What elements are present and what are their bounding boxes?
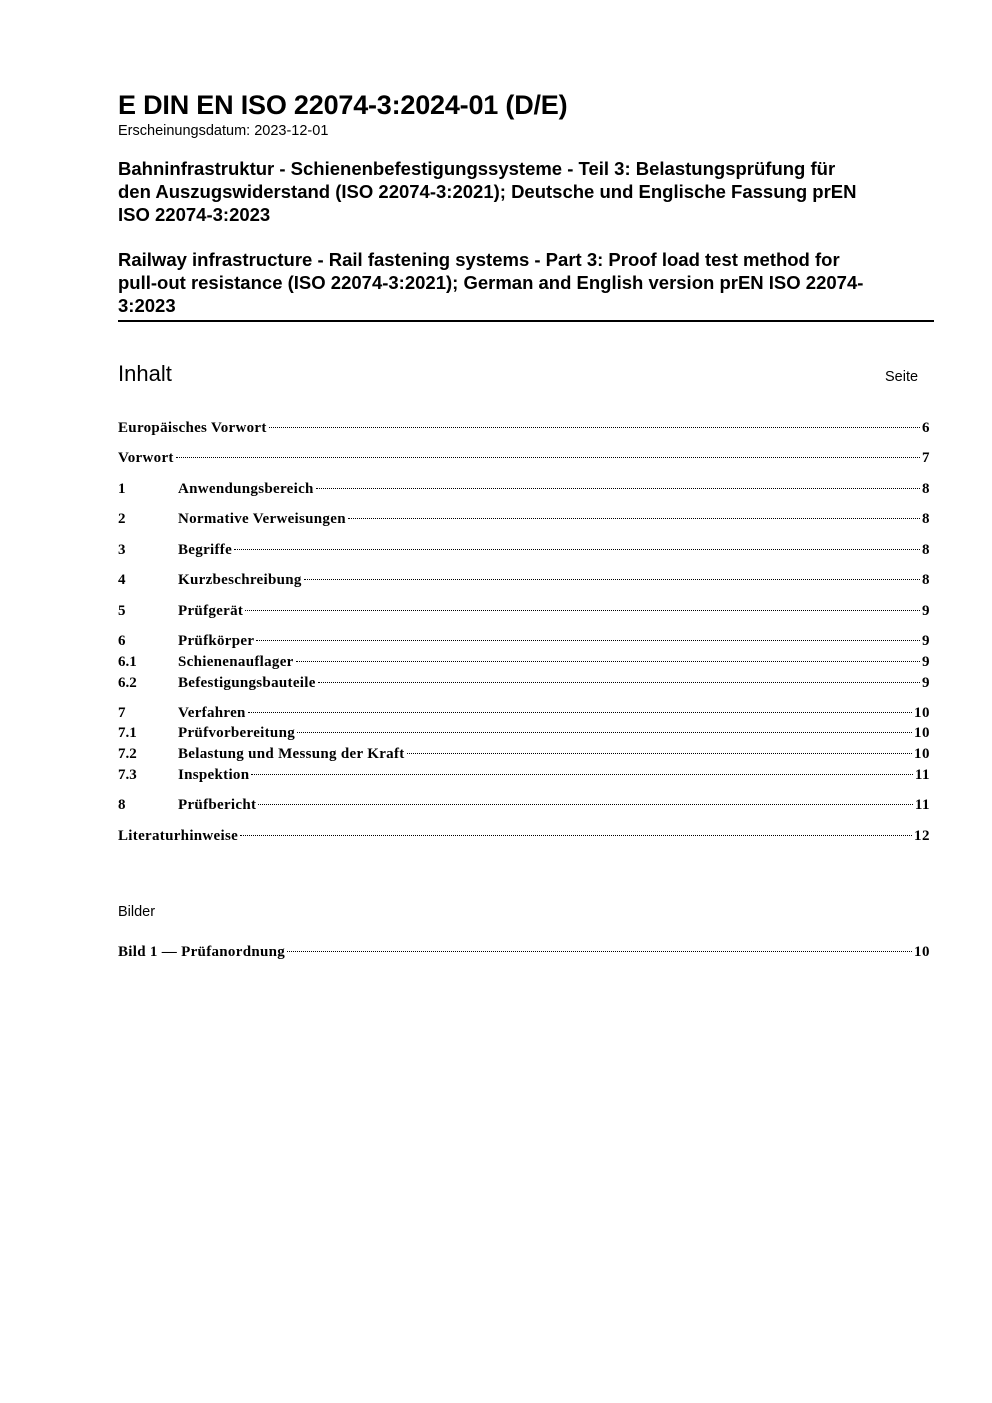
toc-entry-number: 8 [118, 797, 126, 813]
toc-entry[interactable] [118, 509, 930, 529]
toc-entry-number: 7.3 [118, 767, 137, 783]
toc-dot-leader [296, 661, 920, 662]
toc-dot-leader [251, 774, 912, 775]
toc-dot-leader [407, 753, 912, 754]
english-title [118, 248, 933, 317]
toc-entry-title: Inspektion [178, 767, 250, 783]
english-title-line: Railway infrastructure - Rail fastening systems - Part 3: Proof load test method for [118, 249, 840, 270]
toc-entry-page: 7 [922, 450, 930, 466]
toc-dot-leader [240, 835, 912, 836]
toc-dot-leader [287, 951, 912, 952]
toc-entry-page: 9 [922, 675, 930, 691]
document-header [118, 88, 933, 317]
toc-entry-page: 11 [914, 767, 930, 783]
toc-entry[interactable] [118, 723, 930, 743]
german-title-line: ISO 22074-3:2023 [118, 204, 271, 225]
toc-entry[interactable] [118, 703, 930, 723]
toc-entry-number: 2 [118, 511, 126, 527]
toc-dot-leader [258, 804, 913, 805]
toc-entry-title: Belastung und Messung der Kraft [178, 746, 405, 762]
german-title-line: Bahninfrastruktur - Schienenbefestigungssysteme - Teil 3: Belastungsprüfung für [118, 158, 836, 179]
toc-entry-title: Prüfkörper [178, 633, 255, 649]
toc-entry-page: 9 [922, 633, 930, 649]
toc-entry[interactable] [118, 540, 930, 560]
toc-dot-leader [256, 640, 920, 641]
figure-entry-page: 10 [914, 944, 930, 960]
toc-entry[interactable] [118, 652, 930, 672]
toc-entry[interactable] [118, 744, 930, 764]
english-title-line: 3:2023 [118, 295, 176, 316]
figure-entry[interactable] [118, 942, 930, 962]
toc-heading: Inhalt [118, 361, 172, 386]
toc-entry[interactable] [118, 631, 930, 651]
toc-entry-page: 12 [914, 828, 930, 844]
toc-entry-number: 1 [118, 481, 126, 497]
toc-entry-title: Normative Verweisungen [178, 511, 346, 527]
toc-dot-leader [316, 488, 920, 489]
toc-entry[interactable] [118, 479, 930, 499]
toc-entry-page: 9 [922, 654, 930, 670]
german-title [118, 157, 933, 226]
header-divider [118, 320, 934, 322]
toc-entry-title: Anwendungsbereich [178, 481, 314, 497]
toc-dot-leader [304, 579, 920, 580]
toc-entry[interactable] [118, 673, 930, 693]
toc-entry-page: 6 [922, 420, 930, 436]
toc-entry-page: 9 [922, 603, 930, 619]
toc-dot-leader [297, 732, 912, 733]
toc-entry-title: Vorwort [118, 450, 174, 466]
toc-entry-page: 11 [914, 797, 930, 813]
toc-dot-leader [176, 457, 920, 458]
toc-entry-number: 6.1 [118, 654, 137, 670]
figures-heading: Bilder [118, 904, 156, 920]
toc-dot-leader [234, 549, 920, 550]
toc-dot-leader [245, 610, 920, 611]
toc-entry-page: 8 [922, 511, 930, 527]
toc-entry-title: Schienenauflager [178, 654, 294, 670]
toc-entry[interactable] [118, 795, 930, 815]
toc-entry-number: 7.1 [118, 725, 137, 741]
toc-entry-number: 6.2 [118, 675, 137, 691]
toc-entry-number: 7 [118, 705, 126, 721]
toc-dot-leader [248, 712, 912, 713]
figure-entry-title: Bild 1 — Prüfanordnung [118, 944, 286, 960]
toc-entry[interactable] [118, 448, 930, 468]
toc-dot-leader [269, 427, 920, 428]
toc-entry-number: 6 [118, 633, 126, 649]
toc-entry-title: Verfahren [178, 705, 246, 721]
toc-entry-title: Befestigungsbauteile [178, 675, 316, 691]
document-title: E DIN EN ISO 22074-3:2024-01 (D/E) [118, 90, 568, 120]
toc-entry-number: 4 [118, 572, 126, 588]
english-title-line: pull-out resistance (ISO 22074-3:2021); German and English version prEN ISO 22074- [118, 272, 864, 293]
toc-entry[interactable] [118, 418, 930, 438]
toc-entry-title: Begriffe [178, 542, 233, 558]
toc-entry[interactable] [118, 601, 930, 621]
toc-entry-title: Kurzbeschreibung [178, 572, 302, 588]
toc-entry-page: 8 [922, 481, 930, 497]
toc-entry-number: 3 [118, 542, 126, 558]
publication-date: Erscheinungsdatum: 2023-12-01 [118, 123, 329, 139]
toc-entry-page: 10 [914, 746, 930, 762]
toc-dot-leader [348, 518, 920, 519]
german-title-line: den Auszugswiderstand (ISO 22074-3:2021); Deutsche und Englische Fassung prEN [118, 181, 857, 202]
toc-entry-title: Prüfgerät [178, 603, 244, 619]
toc-entry-page: 10 [914, 725, 930, 741]
toc-dot-leader [318, 682, 920, 683]
toc-page-column-label: Seite [885, 369, 919, 385]
toc-entry-title: Prüfvorbereitung [178, 725, 296, 741]
toc-entry-title: Prüfbericht [178, 797, 257, 813]
toc-entry-title: Europäisches Vorwort [118, 420, 267, 436]
toc-entry[interactable] [118, 826, 930, 846]
toc-entry-page: 8 [922, 572, 930, 588]
toc-entry-page: 8 [922, 542, 930, 558]
toc-entry[interactable] [118, 765, 930, 785]
toc-entry-page: 10 [914, 705, 930, 721]
toc-entry-number: 5 [118, 603, 126, 619]
toc-entry[interactable] [118, 570, 930, 590]
toc-entry-number: 7.2 [118, 746, 137, 762]
toc-entry-title: Literaturhinweise [118, 828, 239, 844]
